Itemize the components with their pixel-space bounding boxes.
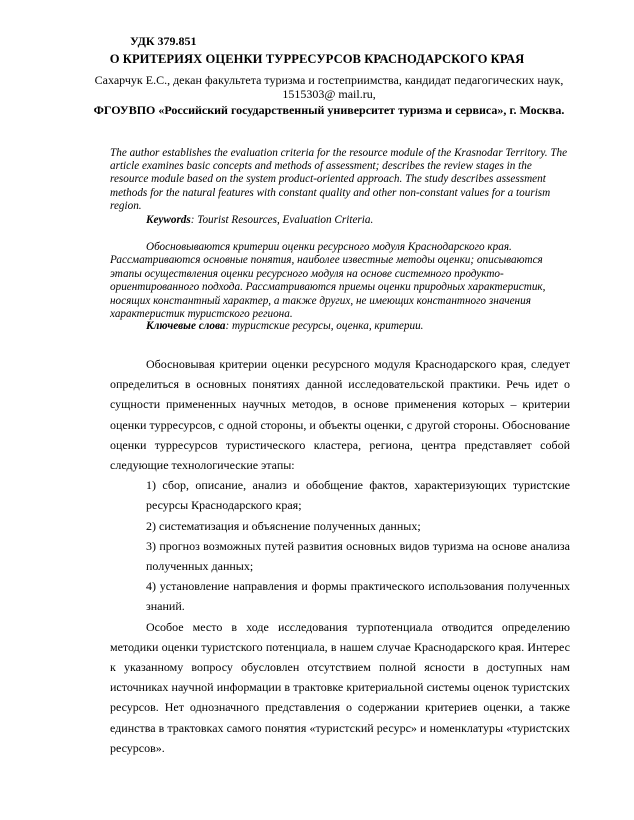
body-paragraph-2: Особое место в ходе исследования турпотенциала отводится определению методики оценки туристского потенциала, в нашем случае Краснодарского края. Интерес к указанному вопросу обусловлен отсутствием полной ясности в доступных нам источниках научной информации в трактовке критериальной системы оценок туристских ресурсов. Нет однозначного представления о содержании критериев оценки, а также единства в трактовках самого понятия «туристский ресурс» и номенклатуры «туристских ресурсов». <box>110 619 570 755</box>
keywords-russian <box>146 320 423 332</box>
keywords-russian-label: Ключевые слова <box>146 320 226 332</box>
keywords-russian-values: : туристские ресурсы, оценка, критерии. <box>225 320 424 332</box>
list-item-1: 1) сбор, описание, анализ и обобщение фактов, характеризующих туристские ресурсы Краснодарского края; <box>146 478 570 513</box>
keywords-english-label: Keywords <box>146 214 191 226</box>
article-title: О КРИТЕРИЯХ ОЦЕНКИ ТУРРЕСУРСОВ КРАСНОДАРСКОГО КРАЯ <box>109 52 525 66</box>
body-paragraph-1: Обосновывая критерии оценки ресурсного модуля Краснодарского края, следует определиться в основных понятиях данной исследовательской практики. Речь идет о сущности примененных научных методов, в основе применения которых – критерии оценки турресурсов, с одной стороны, и объекты оценки, с другой стороны. Обоснование оценки турресурсов туристического кластера, региона, центра представляет собой следующие технологические этапы: <box>110 357 570 473</box>
affiliation: ФГОУВПО «Российский государственный университет туризма и сервиса», г. Москва. <box>93 103 565 117</box>
author-line: Сахарчук Е.С., декан факультета туризма и гостеприимства, кандидат педагогических наук, 1515303@ mail.ru, <box>94 73 564 101</box>
list-item-3: 3) прогноз возможных путей развития основных видов туризма на основе анализа полученных данных; <box>146 538 570 574</box>
keywords-english-values: : Tourist Resources, Evaluation Criteria. <box>190 214 374 226</box>
keywords-english <box>146 214 373 226</box>
article-body <box>110 354 570 758</box>
abstract-english: The author establishes the evaluation criteria for the resource module of the Krasnodar Territory. The article examines basic concepts and methods of assessment; describes the review stages in the resource module based on the system product-oriented approach. The study describes assessment methods for the natural features with constant quality and other non-constant values for a tourism region. <box>110 147 568 212</box>
list-item-4: 4) установление направления и формы практического использования полученных знаний. <box>146 579 570 614</box>
list-item-2: 2) систематизация и объяснение полученных данных; <box>146 518 421 533</box>
abstract-russian: Обосновываются критерии оценки ресурсного модуля Краснодарского края. Рассматриваются основные понятия, наиболее известные методы оценки; описываются этапы осуществления оценки ресурсного модуля на основе системного продукто-ориентированного подхода. Рассматриваются приемы оценки природных характеристик, носящих константный характер, а также других, не имеющих константного значения характеристик туристского региона. <box>110 241 546 321</box>
udk-code: УДК 379.851 <box>130 34 197 48</box>
